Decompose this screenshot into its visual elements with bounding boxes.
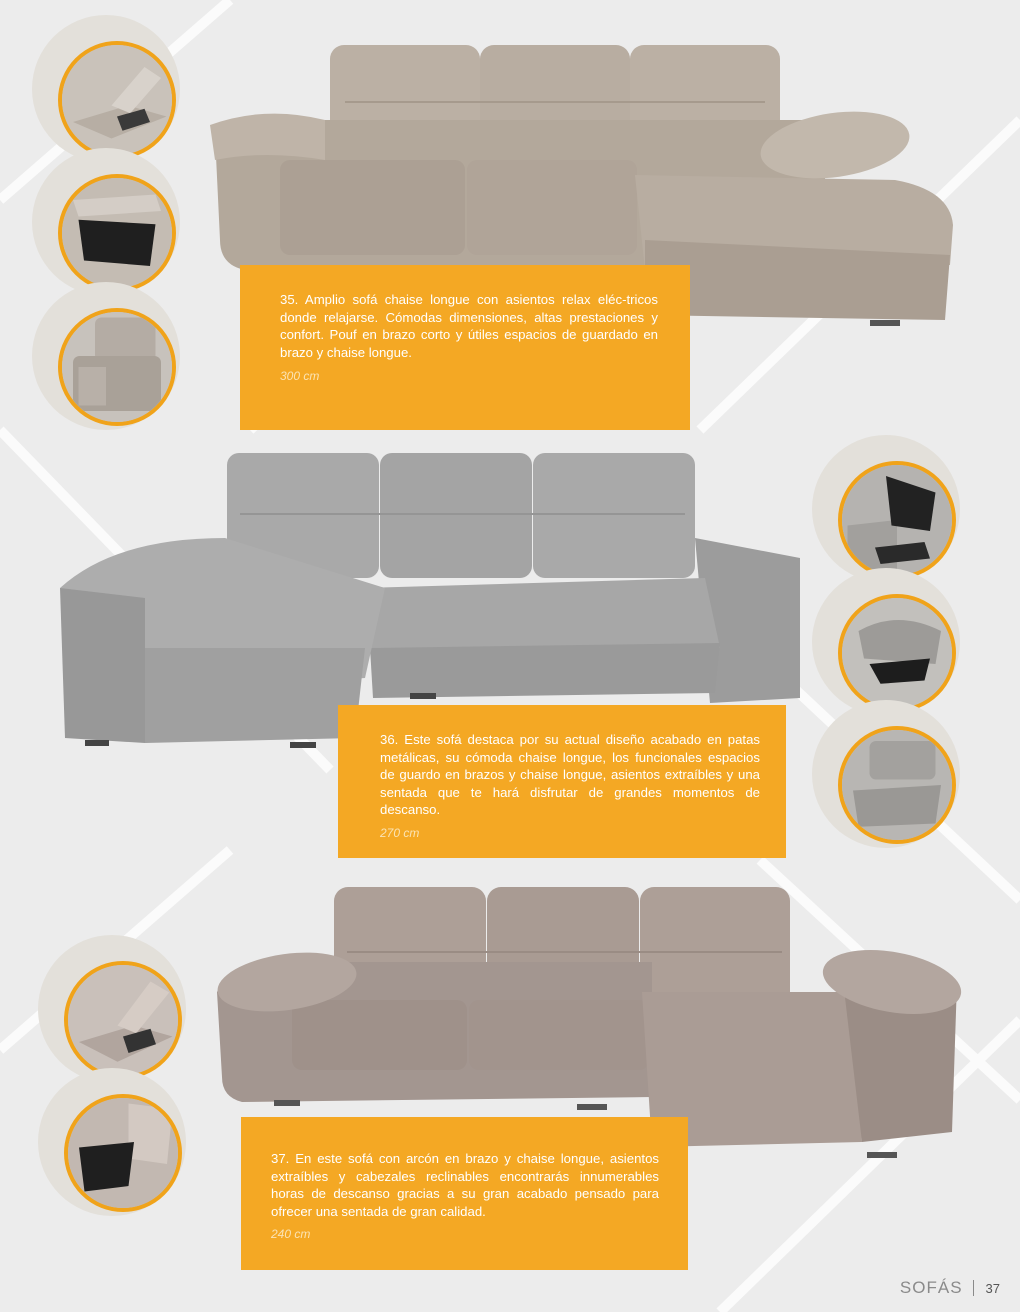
product-36-description: 36. Este sofá destaca por su actual diseño acabado en patas metálicas, su cómoda chaise longue, los funcionales espacios de guardo en brazos y chaise longue, asientos extraíbles y una sentada que te hará disfrutar de grandes momentos de descanso.: [380, 732, 760, 817]
product-35-description: 35. Amplio sofá chaise longue con asientos relax eléc-tricos donde relajarse. Cómodas dimensiones, altas prestaciones y confort. Pouf en brazo corto y útiles espacios de guardado en brazo y chaise longue.: [280, 292, 658, 360]
page-number: 37: [985, 1280, 1000, 1296]
storage-arm-icon: [62, 178, 172, 288]
detail-thumb-36-2: [812, 568, 960, 716]
product-37-description: 37. En este sofá con arcón en brazo y chaise longue, asientos extraíbles y cabezales reclinables encontrarás innumerables horas de descanso gracias a su gran acabado pensado para ofrecer una sentada de gran calidad.: [271, 1151, 659, 1219]
storage-chaise-open-icon: [842, 598, 952, 708]
detail-thumb-36-1: [812, 435, 960, 583]
detail-thumb-37-1: [38, 935, 186, 1083]
product-37-size: 240 cm: [271, 1227, 311, 1241]
storage-chaise-lift-icon: [68, 965, 178, 1075]
pouf-arm-icon: [62, 312, 172, 422]
detail-thumb-37-2: [38, 1068, 186, 1216]
product-35-size: 300 cm: [280, 369, 320, 383]
footer-divider: [973, 1280, 974, 1296]
detail-thumb-36-3: [812, 700, 960, 848]
product-36-size: 270 cm: [380, 826, 420, 840]
detail-thumb-35-2: [32, 148, 180, 296]
storage-arm-open-icon: [842, 465, 952, 575]
product-37-infobox: [241, 1117, 688, 1270]
detail-thumb-35-1: [32, 15, 180, 163]
detail-thumb-35-3: [32, 282, 180, 430]
removable-seat-icon: [842, 730, 952, 840]
product-36-infobox: [338, 705, 786, 858]
page-footer: [900, 1278, 1000, 1298]
storage-chaise-icon: [62, 45, 172, 155]
section-title: SOFÁS: [899, 1278, 963, 1297]
product-35-infobox: [240, 265, 690, 430]
storage-arm-lift-icon: [68, 1098, 178, 1208]
